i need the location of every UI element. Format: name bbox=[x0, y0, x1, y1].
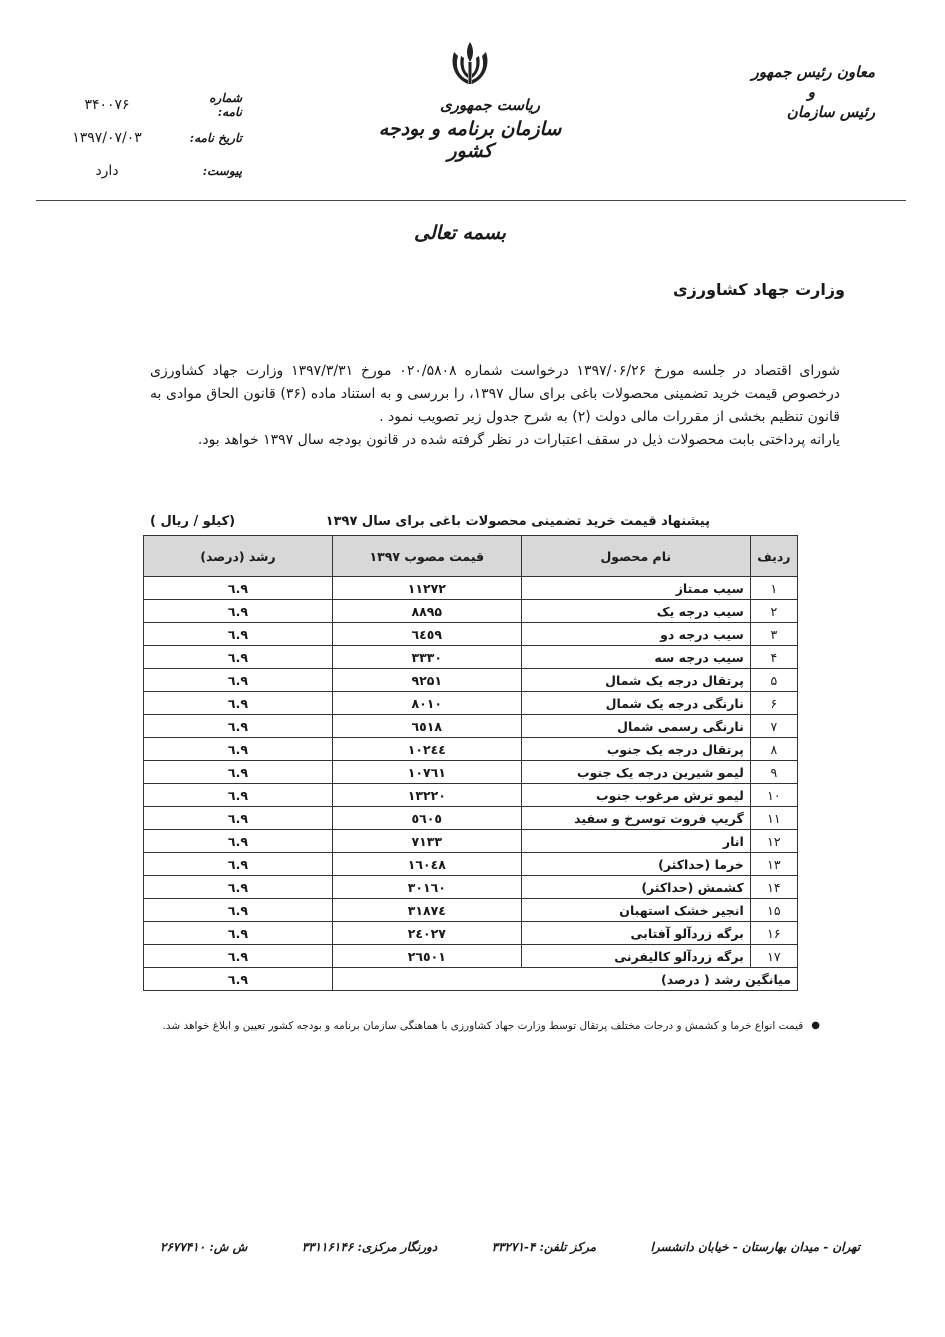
table-row bbox=[144, 669, 798, 692]
organization-name: سازمان برنامه و بودجه کشور bbox=[378, 118, 562, 162]
table-row bbox=[144, 922, 798, 945]
header-divider bbox=[36, 200, 906, 201]
row-index: ۱۵ bbox=[750, 899, 797, 922]
row-growth: ۹.٦ bbox=[144, 577, 333, 600]
row-price: ۸۰۱۰ bbox=[332, 692, 521, 715]
row-index: ۱ bbox=[750, 577, 797, 600]
table-row bbox=[144, 715, 798, 738]
row-product-name: پرتقال درجه یک شمال bbox=[521, 669, 750, 692]
footer-fax: دورنگار مرکزی: ۳۳۱۱۶۱۴۶ bbox=[301, 1240, 438, 1254]
row-product-name: گریپ فروت توسرخ و سفید bbox=[521, 807, 750, 830]
row-index: ۸ bbox=[750, 738, 797, 761]
table-row bbox=[144, 853, 798, 876]
table-unit: (کیلو / ریال ) bbox=[150, 514, 236, 529]
table-row bbox=[144, 876, 798, 899]
letter-footer bbox=[160, 1240, 860, 1254]
footnote bbox=[150, 1020, 820, 1032]
attachment-value: دارد bbox=[95, 162, 119, 179]
row-index: ۱۶ bbox=[750, 922, 797, 945]
letterhead-center bbox=[360, 38, 580, 162]
row-growth: ۹.٦ bbox=[144, 692, 333, 715]
row-product-name: لیمو ترش مرغوب جنوب bbox=[521, 784, 750, 807]
table-title: پیشنهاد قیمت خرید تضمینی محصولات باغی برای سال ۱۳۹۷ bbox=[325, 514, 710, 529]
row-product-name: انار bbox=[521, 830, 750, 853]
body-paragraph-1: شورای اقتصاد در جلسه مورخ ۱۳۹۷/۰۶/۲۶ درخواست شماره ۰۲۰/۵۸۰۸ مورخ ۱۳۹۷/۳/۳۱ وزارت جهاد کشاورزی درخصوص قیمت خرید تضمینی محصولات باغی برای سال ۱۳۹۷، را بررسی و به استناد ماده (۳۶) قانون الحاق موادی به قانون تنظیم بخشی از مقررات مالی دولت (۲) به شرح جدول زیر تصویب نمود . bbox=[150, 363, 841, 425]
row-product-name: سیب درجه یک bbox=[521, 600, 750, 623]
table-row bbox=[144, 600, 798, 623]
row-product-name: خرما (حداکثر) bbox=[521, 853, 750, 876]
row-index: ۹ bbox=[750, 761, 797, 784]
row-price: ٥٦٠٥ bbox=[332, 807, 521, 830]
row-price: ٦٥١٨ bbox=[332, 715, 521, 738]
letter-metadata bbox=[52, 88, 242, 187]
row-index: ۶ bbox=[750, 692, 797, 715]
meta-row-number bbox=[52, 88, 242, 121]
footer-address: تهران - میدان بهارستان - خیابان دانشسرا bbox=[650, 1240, 860, 1254]
letter-body bbox=[150, 360, 840, 452]
table-average-row bbox=[144, 968, 798, 991]
row-growth: ۹.٦ bbox=[144, 830, 333, 853]
row-growth: ۹.٦ bbox=[144, 738, 333, 761]
row-growth: ۹.٦ bbox=[144, 646, 333, 669]
body-paragraph-2: یارانه پرداختی بابت محصولات ذیل در سقف اعتبارات در نظر گرفته شده در قانون بودجه سال ۱۳۹۷ خواهد بود. bbox=[197, 432, 840, 448]
row-price: ۷۱۳۳ bbox=[332, 830, 521, 853]
row-price: ۱۱۲۷۲ bbox=[332, 577, 521, 600]
price-table bbox=[143, 535, 798, 991]
row-price: ۲٤۰۲۷ bbox=[332, 922, 521, 945]
header-name: نام محصول bbox=[521, 536, 750, 577]
row-index: ۱۳ bbox=[750, 853, 797, 876]
row-growth: ۹.٦ bbox=[144, 600, 333, 623]
row-price: ۱٦۰٤۸ bbox=[332, 853, 521, 876]
row-price: ۳۳۳۰ bbox=[332, 646, 521, 669]
iran-emblem-icon bbox=[444, 38, 496, 90]
row-index: ۱۲ bbox=[750, 830, 797, 853]
row-index: ۴ bbox=[750, 646, 797, 669]
row-growth: ۹.٦ bbox=[144, 807, 333, 830]
table-row bbox=[144, 761, 798, 784]
table-row bbox=[144, 577, 798, 600]
row-product-name: نارنگی رسمی شمال bbox=[521, 715, 750, 738]
table-row bbox=[144, 830, 798, 853]
row-price: ٦٤٥٩ bbox=[332, 623, 521, 646]
addressee: وزارت جهاد کشاورزی bbox=[672, 280, 845, 299]
row-index: ۱۷ bbox=[750, 945, 797, 968]
row-price: ۱۰۷٦۱ bbox=[332, 761, 521, 784]
attachment-label: پیوست: bbox=[202, 163, 242, 178]
row-growth: ۹.٦ bbox=[144, 669, 333, 692]
salutation: بسمه تعالی bbox=[414, 222, 506, 244]
table-row bbox=[144, 807, 798, 830]
sender-title-line-1: معاون رئیس جمهور bbox=[751, 63, 875, 81]
meta-row-attachment bbox=[52, 154, 242, 187]
sender-title-block bbox=[695, 62, 875, 122]
row-growth: ۹.٦ bbox=[144, 761, 333, 784]
header-growth: رشد (درصد) bbox=[144, 536, 333, 577]
row-index: ۲ bbox=[750, 600, 797, 623]
row-product-name: نارنگی درجه یک شمال bbox=[521, 692, 750, 715]
letter-date-value: ۱۳۹۷/۰۷/۰۳ bbox=[72, 129, 142, 146]
sender-title-line-3: رئیس سازمان bbox=[786, 103, 875, 121]
letter-number-label: شماره نامه: bbox=[209, 90, 242, 119]
row-price: ۳۱۸۷٤ bbox=[332, 899, 521, 922]
row-product-name: سیب درجه سه bbox=[521, 646, 750, 669]
table-body bbox=[144, 577, 798, 991]
presidency-label: ریاست جمهوری bbox=[439, 96, 541, 114]
footnote-text: قیمت انواع خرما و کشمش و درجات مختلف پرتقال توسط وزارت جهاد کشاورزی با هماهنگی سازمان برنامه و بودجه کشور تعیین و ابلاغ خواهد شد. bbox=[162, 1020, 804, 1032]
footer-phone: مرکز تلفن: ۴-۳۳۲۷۱ bbox=[491, 1240, 597, 1254]
table-row bbox=[144, 899, 798, 922]
table-row bbox=[144, 692, 798, 715]
table-title-bar bbox=[150, 514, 710, 529]
row-growth: ۹.٦ bbox=[144, 876, 333, 899]
row-price: ۹۲۵۱ bbox=[332, 669, 521, 692]
bullet-icon: ● bbox=[811, 1020, 820, 1031]
table-row bbox=[144, 945, 798, 968]
row-product-name: برگه زردآلو آفتابی bbox=[521, 922, 750, 945]
row-index: ۳ bbox=[750, 623, 797, 646]
row-index: ۱۴ bbox=[750, 876, 797, 899]
row-index: ۵ bbox=[750, 669, 797, 692]
row-growth: ۹.٦ bbox=[144, 715, 333, 738]
row-growth: ۹.٦ bbox=[144, 899, 333, 922]
letter-number-value: ۳۴۰۰۷۶ bbox=[84, 96, 130, 113]
row-product-name: لیمو شیرین درجه یک جنوب bbox=[521, 761, 750, 784]
row-product-name: پرتقال درجه یک جنوب bbox=[521, 738, 750, 761]
row-product-name: سیب ممتاز bbox=[521, 577, 750, 600]
row-price: ۱۰۲٤٤ bbox=[332, 738, 521, 761]
row-price: ۱۳۲۲۰ bbox=[332, 784, 521, 807]
row-price: ۲٦٥۰۱ bbox=[332, 945, 521, 968]
row-index: ۱۱ bbox=[750, 807, 797, 830]
sender-title-line-2: و bbox=[807, 83, 815, 101]
table-row bbox=[144, 623, 798, 646]
average-label: میانگین رشد ( درصد) bbox=[332, 968, 797, 991]
row-index: ۷ bbox=[750, 715, 797, 738]
table-row bbox=[144, 646, 798, 669]
table-row bbox=[144, 738, 798, 761]
meta-row-date bbox=[52, 121, 242, 154]
row-product-name: سیب درجه دو bbox=[521, 623, 750, 646]
row-product-name: برگه زردآلو کالیفرنی bbox=[521, 945, 750, 968]
row-price: ۳۰۱٦۰ bbox=[332, 876, 521, 899]
row-growth: ۹.٦ bbox=[144, 623, 333, 646]
row-price: ۸۸۹۵ bbox=[332, 600, 521, 623]
table-header-row bbox=[144, 536, 798, 577]
row-growth: ۹.٦ bbox=[144, 922, 333, 945]
row-growth: ۹.٦ bbox=[144, 784, 333, 807]
table-row bbox=[144, 784, 798, 807]
row-growth: ۹.٦ bbox=[144, 853, 333, 876]
row-growth: ۹.٦ bbox=[144, 945, 333, 968]
header-index: ردیف bbox=[750, 536, 797, 577]
average-value: ۹.٦ bbox=[144, 968, 333, 991]
letter-date-label: تاریخ نامه: bbox=[189, 130, 242, 145]
row-index: ۱۰ bbox=[750, 784, 797, 807]
row-product-name: کشمش (حداکثر) bbox=[521, 876, 750, 899]
footer-postal: ش ش: ۲۶۷۷۴۱۰ bbox=[160, 1240, 248, 1254]
row-product-name: انجیر خشک استهبان bbox=[521, 899, 750, 922]
header-price: قیمت مصوب ۱۳۹۷ bbox=[332, 536, 521, 577]
